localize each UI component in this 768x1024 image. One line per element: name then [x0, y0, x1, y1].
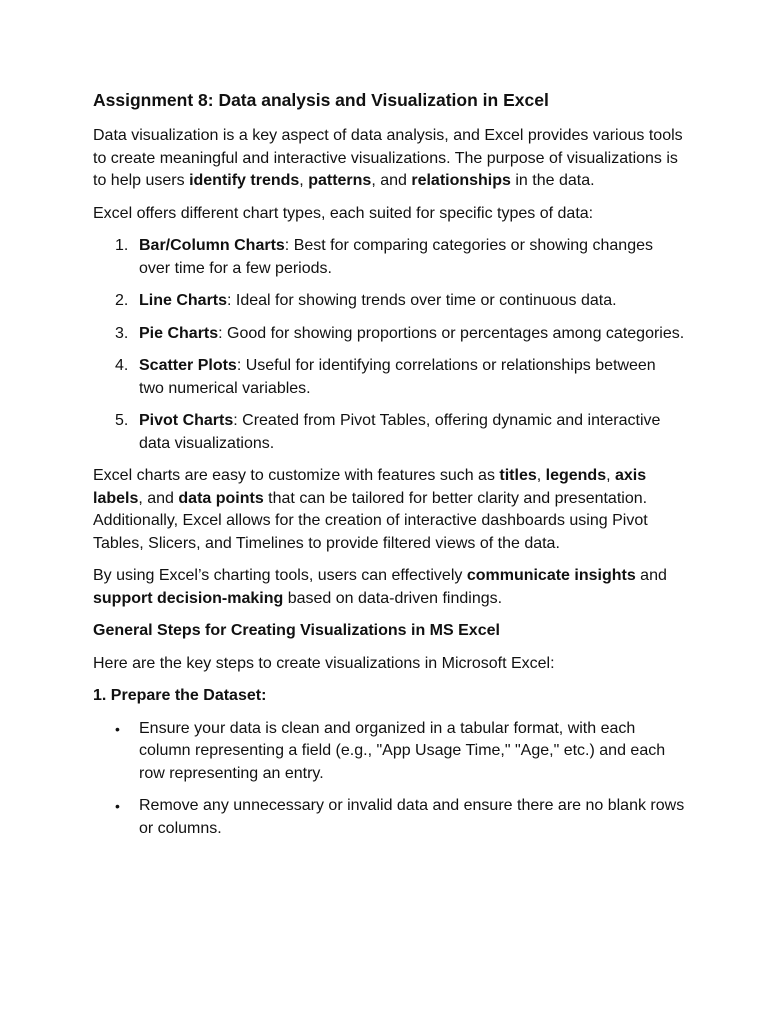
bullet-icon: •: [115, 720, 120, 737]
intro-paragraph: Data visualization is a key aspect of data analysis, and Excel provides various tools to create meaningful and interactive visualizations. The purpose of visualizations is to help users identify trends, patterns, and relationships in the data.: [93, 127, 683, 189]
steps-intro: Here are the key steps to create visualizations in Microsoft Excel:: [93, 654, 555, 672]
chart-types-list: [93, 235, 685, 455]
document-title: Assignment 8: Data analysis and Visualization in Excel: [93, 90, 549, 110]
list-item: • Ensure your data is clean and organized in a tabular format, with each column representing a field (e.g., "App Usage Time," "Age," etc.) and each row representing an entry.: [115, 719, 666, 782]
insights-paragraph: By using Excel’s charting tools, users can effectively communicate insights and support decision-making based on data-driven findings.: [93, 567, 667, 607]
list-item: 1. Bar/Column Charts: Best for comparing categories or showing changes over time for a few periods.: [115, 237, 653, 277]
list-item: 3. Pie Charts: Good for showing proportions or percentages among categories.: [115, 324, 685, 342]
step1-heading: 1. Prepare the Dataset:: [93, 687, 267, 704]
step1-bullet-list: [93, 718, 685, 841]
document-page: [93, 88, 685, 850]
list-item: 2. Line Charts: Ideal for showing trends over time or continuous data.: [115, 292, 617, 309]
chart-types-intro: Excel offers different chart types, each suited for specific types of data:: [93, 204, 594, 222]
customize-paragraph: Excel charts are easy to customize with features such as titles, legends, axis labels, and data points that can be tailored for better clarity and presentation. Additionally, Excel allows for the creation of interactive dashboards using Pivot Tables, Slicers, and Timelines to provide filtered views of the data.: [93, 467, 648, 552]
bullet-icon: •: [115, 798, 120, 814]
steps-heading: General Steps for Creating Visualizations in MS Excel: [93, 622, 500, 639]
list-item: 4. Scatter Plots: Useful for identifying correlations or relationships between two numerical variables.: [115, 357, 656, 397]
list-item: 5. Pivot Charts: Created from Pivot Tables, offering dynamic and interactive data visualizations.: [115, 412, 661, 452]
list-item: • Remove any unnecessary or invalid data and ensure there are no blank rows or columns.: [115, 797, 685, 837]
